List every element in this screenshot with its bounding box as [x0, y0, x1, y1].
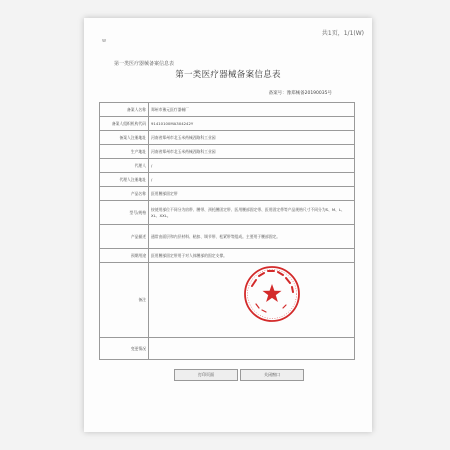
footer-buttons: [164, 369, 310, 381]
table-row: [100, 263, 355, 338]
row-value: 医用腰部固定带用于对人体腰部的固定支撑。: [149, 249, 355, 263]
page-indicator: 共1页，1/1(W): [321, 30, 364, 37]
row-value: /: [149, 159, 355, 173]
table-row: [100, 225, 355, 249]
table-row: [100, 187, 355, 201]
row-value: 91410100MA3X4242Y: [149, 117, 355, 131]
row-label: 代理人: [100, 159, 149, 173]
table-row: [100, 103, 355, 117]
document-title: 第一类医疗器械备案信息表: [175, 70, 281, 80]
official-seal-icon: [242, 264, 302, 324]
print-button[interactable]: 打印页面: [174, 369, 238, 381]
row-label: 备案人注册地址: [100, 131, 149, 145]
corner-mark: w: [102, 38, 107, 44]
row-value: 河南省郑州市北玉米药械西路科工业园: [149, 131, 355, 145]
table-row: [100, 131, 355, 145]
record-number: [269, 90, 332, 96]
row-value: 医用腰部固定带: [149, 187, 355, 201]
row-label: 备注: [100, 263, 149, 338]
row-value: /: [149, 173, 355, 187]
row-label: 变更情况: [100, 338, 149, 360]
row-label: 生产地址: [100, 145, 149, 159]
table-row: [100, 201, 355, 225]
row-label: 型号/规格: [100, 201, 149, 225]
row-value: 按使用部位不同分为肩带、腰带、颈托腰固定带、医用腰部固定带、医用固定带等产品规格尺寸不同分为S、M、L、XL、XXL。: [149, 201, 355, 225]
table-row: [100, 117, 355, 131]
row-value: 通常由面层和内层材料、粘扣、调节带、松紧带等组成。主要用于腰部固定。: [149, 225, 355, 249]
record-number-value: 豫郑械备20190035号: [286, 91, 332, 96]
row-label: 产品描述: [100, 225, 149, 249]
row-label: 备案人名称: [100, 103, 149, 117]
table-row: [100, 338, 355, 360]
row-value: [149, 338, 355, 360]
info-table: [99, 102, 355, 360]
row-value: 郑州市豫元医疗器械厂: [149, 103, 355, 117]
table-row: [100, 159, 355, 173]
table-row: [100, 173, 355, 187]
top-label: 第一类医疗器械备案信息表: [114, 61, 175, 67]
close-button[interactable]: 关闭窗口: [240, 369, 304, 381]
row-label: 产品名称: [100, 187, 149, 201]
document-page: [84, 18, 372, 432]
table-row: [100, 249, 355, 263]
row-label: 备案人组织机构代码: [100, 117, 149, 131]
row-label: 代理人注册地址: [100, 173, 149, 187]
row-label: 预期用途: [100, 249, 149, 263]
row-value: 河南省郑州市北玉米药械西路科工业园: [149, 145, 355, 159]
record-number-label: 备案号：: [268, 91, 287, 96]
table-row: [100, 145, 355, 159]
